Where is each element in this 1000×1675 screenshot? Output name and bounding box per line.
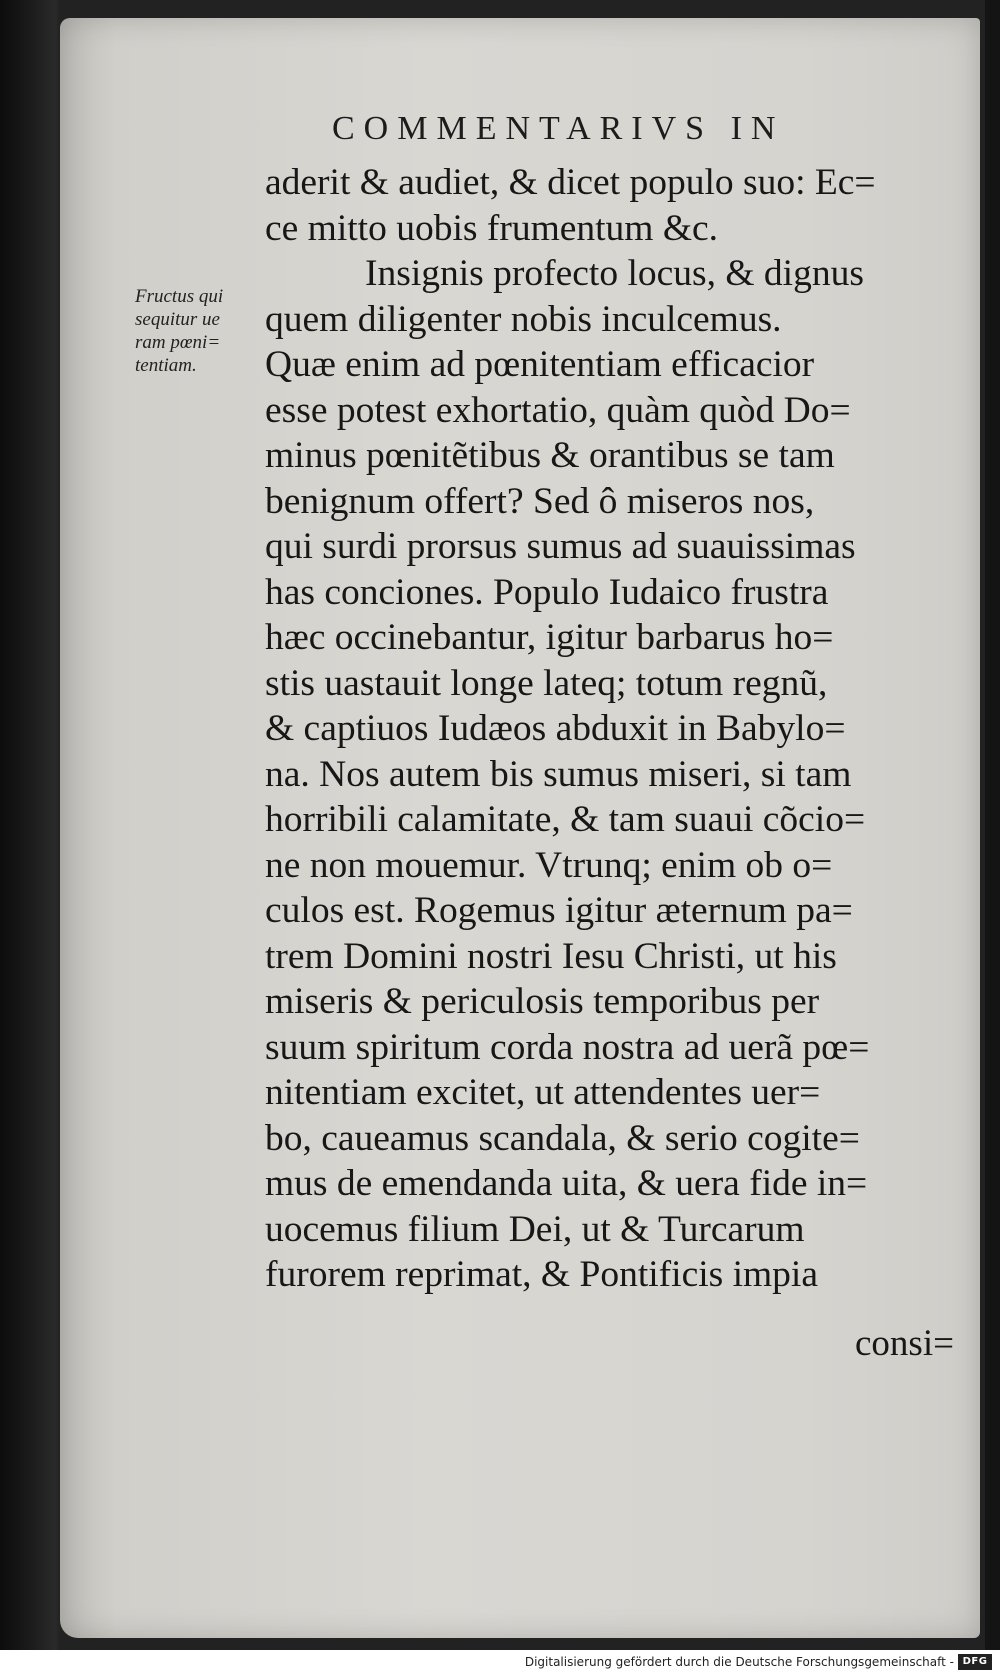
text-line: esse potest exhortatio, quàm quòd Do= xyxy=(265,389,851,431)
text-line: culos est. Rogemus igitur æternum pa= xyxy=(265,890,853,931)
catchword: consi= xyxy=(855,1323,954,1364)
text-line: Insignis profecto locus, & dignus xyxy=(365,253,864,294)
margin-note-line: ram pœni= xyxy=(135,332,221,353)
text-line: uocemus filium Dei, ut & Turcarum xyxy=(265,1208,805,1250)
text-line: ne non mouemur. Vtrunq; enim ob o= xyxy=(265,844,833,886)
body-text xyxy=(265,160,965,1298)
footer-credit: Digitalisierung gefördert durch die Deutsche Forschungsgemeinschaft - xyxy=(524,1655,954,1669)
text-line: qui surdi prorsus sumus ad suauissimas xyxy=(265,526,856,567)
text-line: has conciones. Populo Iudaico frustra xyxy=(265,571,829,613)
text-line: bo, caueamus scandala, & serio cogite= xyxy=(265,1117,860,1159)
text-line: suum spiritum corda nostra ad uerã pœ= xyxy=(265,1026,870,1068)
text-line: trem Domini nostri Iesu Christi, ut his xyxy=(265,935,837,977)
text-line: na. Nos autem bis sumus miseri, si tam xyxy=(265,753,852,795)
text-line: aderit & audiet, & dicet populo suo: Ec= xyxy=(265,162,876,203)
margin-note-line: sequitur ue xyxy=(135,309,220,330)
text-line: ce mitto uobis frumentum &c. xyxy=(265,207,719,249)
text-line: miseris & periculosis temporibus per xyxy=(265,981,820,1022)
text-line: & captiuos Iudæos abduxit in Babylo= xyxy=(265,708,846,749)
text-line: hæc occinebantur, igitur barbarus ho= xyxy=(265,617,834,658)
text-line: benignum offert? Sed ô miseros nos, xyxy=(265,480,815,522)
text-line: quem diligenter nobis inculcemus. xyxy=(265,298,782,340)
text-line: mus de emendanda uita, & uera fide in= xyxy=(265,1163,868,1204)
page-edge xyxy=(985,0,1000,1650)
margin-note xyxy=(135,285,223,377)
running-header: COMMENTARIVS IN xyxy=(332,110,785,147)
text-line: nitentiam excitet, ut attendentes uer= xyxy=(265,1072,821,1113)
margin-note-line: Fructus qui xyxy=(135,286,224,307)
text-line: furorem reprimat, & Pontificis impia xyxy=(265,1254,818,1295)
text-line: stis uastauit longe lateq; totum regnũ, xyxy=(265,662,828,704)
text-line: horribili calamitate, & tam suaui cõcio= xyxy=(265,799,866,840)
margin-note-line: tentiam. xyxy=(135,355,197,376)
text-line: Quæ enim ad pœnitentiam efficacior xyxy=(265,344,815,385)
dfg-logo: DFG xyxy=(958,1654,992,1670)
footer-bar xyxy=(0,1650,1000,1675)
text-line: minus pœnitẽtibus & orantibus se tam xyxy=(265,435,835,476)
